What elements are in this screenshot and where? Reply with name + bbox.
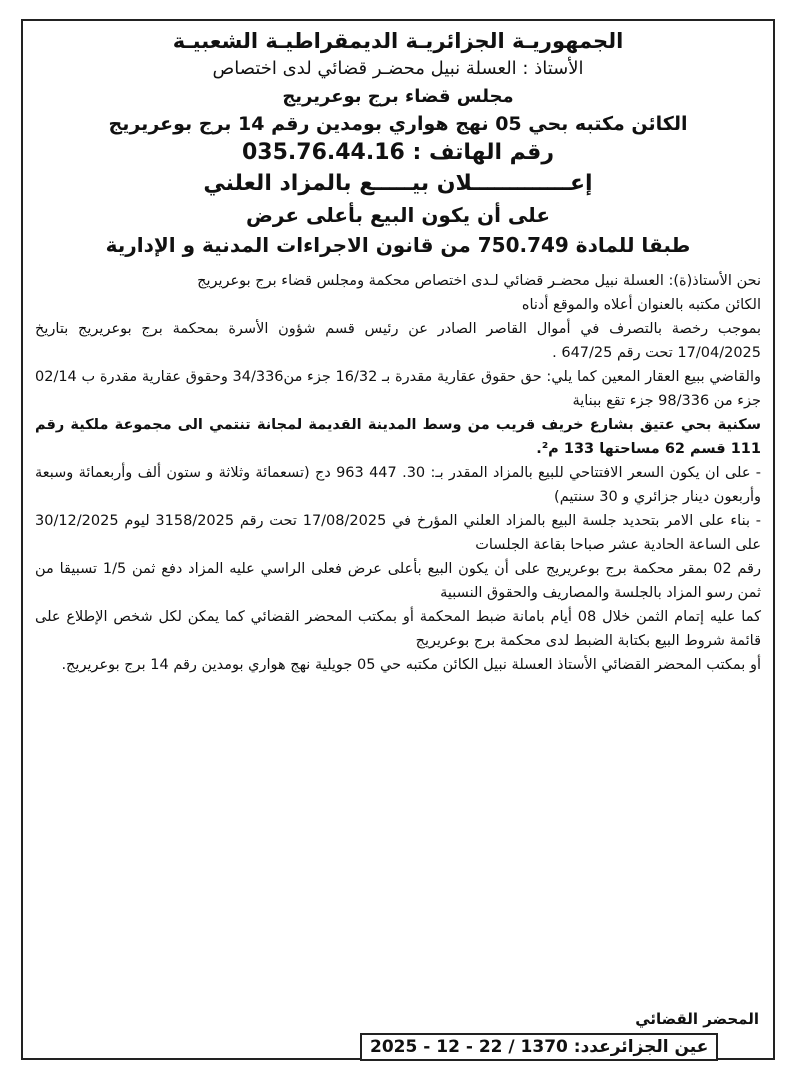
legal-article-line: طبقا للمادة 750.749 من قانون الاجراءات المدنية و الإدارية xyxy=(105,232,691,257)
paragraph-4a: والقاضي ببيع العقار المعين كما يلي: حق حقوق عقارية مقدرة بـ 16/32 جزء من34/336 وحقوق عقارية مقدرة ب 02/14 جزء من 98/336 جزء تقع ببناية xyxy=(35,368,761,409)
paragraph-9: أو بمكتب المحضر القضائي الأستاذ العسلة نبيل الكائن مكتبه حي 05 جويلية نهج هواري بومدين رقم 14 برج بوعريريج. xyxy=(61,656,761,673)
office-address: الكائن مكتبه بحي 05 نهج هواري بومدين رقم 14 برج بوعريريج xyxy=(108,113,688,136)
highest-bid-line: على أن يكون البيع بأعلى عرض xyxy=(246,202,550,227)
announcement-body xyxy=(35,269,761,677)
announcement-title: إعـــــــــــــلان بيـــــع بالمزاد العلني xyxy=(203,170,593,196)
paragraph-6: - بناء على الامر بتحديد جلسة البيع بالمزاد العلني المؤرخ في 17/08/2025 تحت رقم 3158/2025 ليوم 30/12/2025 على الساعة الحادية عشر صباحا بقاعة الجلسات xyxy=(35,512,762,553)
paragraph-2: الكائن مكتبه بالعنوان أعلاه والموقع أدناه xyxy=(521,296,761,313)
phone-number: رقم الهاتف : 035.76.44.16 xyxy=(242,140,554,166)
paragraph-4b: سكنية بحي عتيق بشارع خريف قريب من وسط المدينة القديمة لمجانة تنتمي الى مجموعة ملكية رقم 111 قسم 62 مساحتها 133 م². xyxy=(35,416,761,457)
paragraph-7: رقم 02 بمقر محكمة برج بوعريريج على أن يكون البيع بأعلى عرض فعلى الراسي عليه المزاد دفع ثمن 1/5 تسبيقا من ثمن رسو المزاد بالجلسة والمصاريف والحقوق النسبية xyxy=(35,560,761,601)
paragraph-1: نحن الأستاذ(ة): العسلة نبيل محضـر قضائي لـدى اختصاص محكمة ومجلس قضاء برج بوعريريج xyxy=(197,272,761,289)
signature: المحضر القضائي xyxy=(635,1010,759,1028)
paragraph-8: كما عليه إتمام الثمن خلال 08 أيام بامانة ضبط المحكمة أو بمكتب المحضر القضائي كما يمكن لكل شخص الإطلاع على قائمة شروط البيع بكتابة الضبط لدى محكمة برج بوعريريج xyxy=(35,608,761,649)
bailiff-line: الأستاذ : العسلة نبيل محضـر قضائي لدى اختصاص xyxy=(212,58,584,80)
paragraph-5: - على ان يكون السعر الافتتاحي للبيع بالمزاد المقدر بـ: 30. 447 963 دج (تسعمائة وثلاثة و ستون ألف وأربعمائة وسبعة وأربعون دينار جزائري و 30 سنتيم) xyxy=(35,464,762,505)
publication-reference: عين الجزائرعدد: 1370 / 22 - 12 - 2025 xyxy=(360,1033,718,1061)
republic-title: الجمهوريـة الجزائريـة الديمقراطيـة الشعبيـة xyxy=(172,29,624,53)
announcement-frame xyxy=(21,19,775,1060)
paragraph-3: بموجب رخصة بالتصرف في أموال القاصر الصادر عن رئيس قسم شؤون الأسرة بمحكمة برج بوعريريج بتاريخ 17/04/2025 تحت رقم 647/25 . xyxy=(35,320,761,361)
court-line: مجلس قضاء برج بوعريريج xyxy=(282,85,514,107)
